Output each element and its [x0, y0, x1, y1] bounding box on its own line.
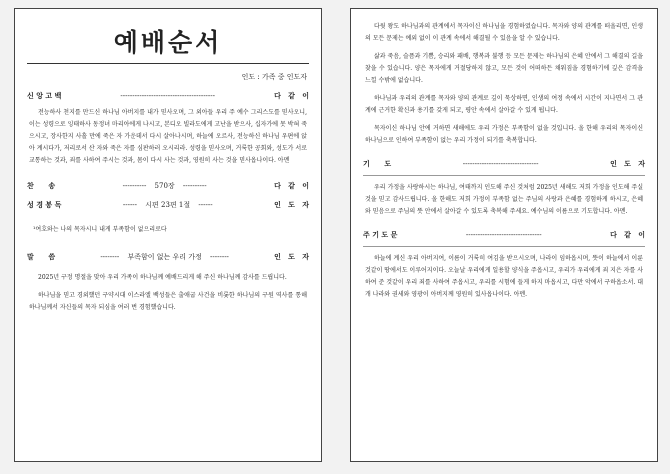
lords-prayer-divider	[363, 246, 645, 247]
hymn-dashes-right: ----------	[182, 182, 207, 190]
sermon-paragraph-3: 다윗 왕도 하나님과의 관계에서 목자이신 하나님을 경험하였습니다. 목자와 양의 관계를 떠올리면, 인생의 모든 문제는 예외 없이 이 관계 속에서 해결될 수 있음을 알 수 있습니다.	[365, 23, 643, 42]
prayer-performer: 인 도 자	[610, 159, 645, 168]
lords-prayer-text: 하늘에 계신 우리 아버지여, 이름이 거룩히 여김을 받으시오며, 나라이 임하옵시며, 뜻이 하늘에서 이룬 것같이 땅에서도 이루어지이다. 오늘날 우리에게 일용할 양식을 주옵시고, 우리가 우리에게 죄 지은 자를 사하여 준 것같이 우리 죄를 사하여 주옵시고, 우리를 시험에 들게 하지 마옵시고, 다만 악에서 구하옵소서. 대개 나라와 권세와 영광이 아버지께 영원히 있사옵나이다. 아멘.	[365, 255, 643, 298]
creed-leader-dashes: ----------------------------------------	[120, 92, 216, 100]
prayer-divider	[363, 175, 645, 176]
sermon-paragraph-4: 삶과 죽음, 슬픔과 기쁨, 승리와 패배, 행복과 불행 등 모든 문제는 하나님의 은혜 안에서 그 해결의 길을 찾을 수 있습니다. 양은 목자에게 거절당하지 않고, 모든 것이 어떠하든 채워짐을 경험하기에 깊은 감격을 느낄 수밖에 없습니다.	[365, 53, 643, 84]
sermon-dashes-left: --------	[100, 253, 120, 261]
sermon-dashes-right: --------	[210, 253, 229, 261]
reading-dashes-right: ------	[198, 201, 213, 209]
prayer-heading	[363, 159, 645, 169]
hymn-dashes-left: ----------	[122, 182, 147, 190]
hymn-number: 570장	[154, 182, 175, 190]
reading-dashes-left: ------	[122, 201, 138, 209]
sermon-paragraph-2: 하나님을 믿고 경외했던 구약시대 이스라엘 백성들은 출애굽 사건을 비롯한 하나님의 구원 역사를 통해 하나님께서 자신들의 목자 되심을 여러 번 경험했습니다.	[29, 292, 307, 311]
sermon-label: 말 씀	[27, 252, 56, 261]
sermon-title: 부족함이 없는 우리 가정	[127, 253, 202, 261]
leader-line: 인도 : 가족 중 인도자	[241, 73, 307, 81]
hymn-label: 찬 송	[27, 181, 56, 190]
creed-label: 신 앙 고 백	[27, 91, 62, 100]
reading-detail	[61, 200, 274, 210]
sermon-heading	[27, 252, 309, 262]
hymn-detail	[55, 181, 274, 191]
prayer-leader-dashes: --------------------------------	[462, 160, 539, 168]
prayer-text: 우리 가정을 사랑하시는 하나님, 여태까지 인도해 주신 것처럼 2025년 새해도 저희 가정을 인도해 주실 것을 믿고 감사드립니다. 올 한해도 저희 가정이 부족함 없는 주님의 사랑과 은혜를 경험하게 하시고, 은혜와 믿음으로 주님의 뜻 안에서 살아갈 수 있도록 축복해 주세요. 예수님의 이름으로 기도합니다. 아멘.	[365, 184, 643, 215]
reading-reference: 시편 23편 1절	[145, 201, 191, 209]
sermon-paragraph-5: 하나님과 우리의 관계를 목자와 양의 관계로 깊이 묵상하면, 인생의 여정 속에서 시간이 지나면서 그 관계에 근거한 확신과 용기를 갖게 되고, 평안 속에서 살아갈 수 있게 됩니다.	[365, 95, 643, 114]
bulletin-page-left	[14, 8, 322, 462]
hymn-performer: 다 같 이	[274, 181, 309, 190]
title-divider	[27, 63, 309, 64]
sermon-performer: 인 도 자	[274, 252, 309, 261]
sermon-paragraph-1: 2025년 구정 명절을 맞아 우리 가족이 하나님께 예배드리게 해 주신 하나님께 감사를 드립니다.	[38, 274, 287, 281]
reading-label: 성 경 봉 독	[27, 200, 62, 209]
sermon-paragraph-6: 목자이신 하나님 안에 거하면 새해에도 우리 가정은 부족함이 없을 것입니다. 올 한해 우리의 목자이신 하나님으로 인하여 부족함이 없는 우리 가정이 되기를 축복합니다.	[365, 125, 643, 144]
creed-text: 전능하사 천지를 만드신 하나님 아버지를 내가 믿사오며, 그 외아들 우리 주 예수 그리스도를 믿사오니, 이는 성령으로 잉태하사 동정녀 마리아에게 나시고, 본디오 빌라도에게 고난을 받으사, 십자가에 못 박혀 죽으시고, 장사한지 사흘 만에 죽은 자 가운데서 다시 살아나시며, 하늘에 오르사, 전능하신 하나님 우편에 앉아 계시다가, 저리로서 산 자와 죽은 자를 심판하러 오시리라. 성령을 믿사오며, 거룩한 공회와, 성도가 서로 교통하는 것과, 죄를 사하여 주시는 것과, 몸이 다시 사는 것과, 영원히 사는 것을 믿사옵나이다. 아멘	[29, 109, 307, 164]
bulletin-page-right	[350, 8, 658, 462]
creed-performer: 다 같 이	[274, 91, 309, 100]
creed-heading	[27, 91, 309, 101]
lords-prayer-label: 주 기 도 문	[363, 230, 398, 239]
sermon-detail	[55, 252, 274, 262]
hymn-heading	[27, 181, 309, 191]
prayer-label: 기 도	[363, 159, 392, 168]
scripture-verse: ¹여호와는 나의 목자시니 내게 부족함이 없으리로다	[33, 226, 167, 233]
lords-prayer-heading	[363, 230, 645, 240]
lords-prayer-performer: 다 같 이	[610, 230, 645, 239]
reading-heading	[27, 200, 309, 210]
lords-prayer-leader-dashes: --------------------------------	[465, 231, 542, 239]
reading-performer: 인 도 자	[274, 200, 309, 209]
page-title: 예배순서	[113, 28, 223, 57]
